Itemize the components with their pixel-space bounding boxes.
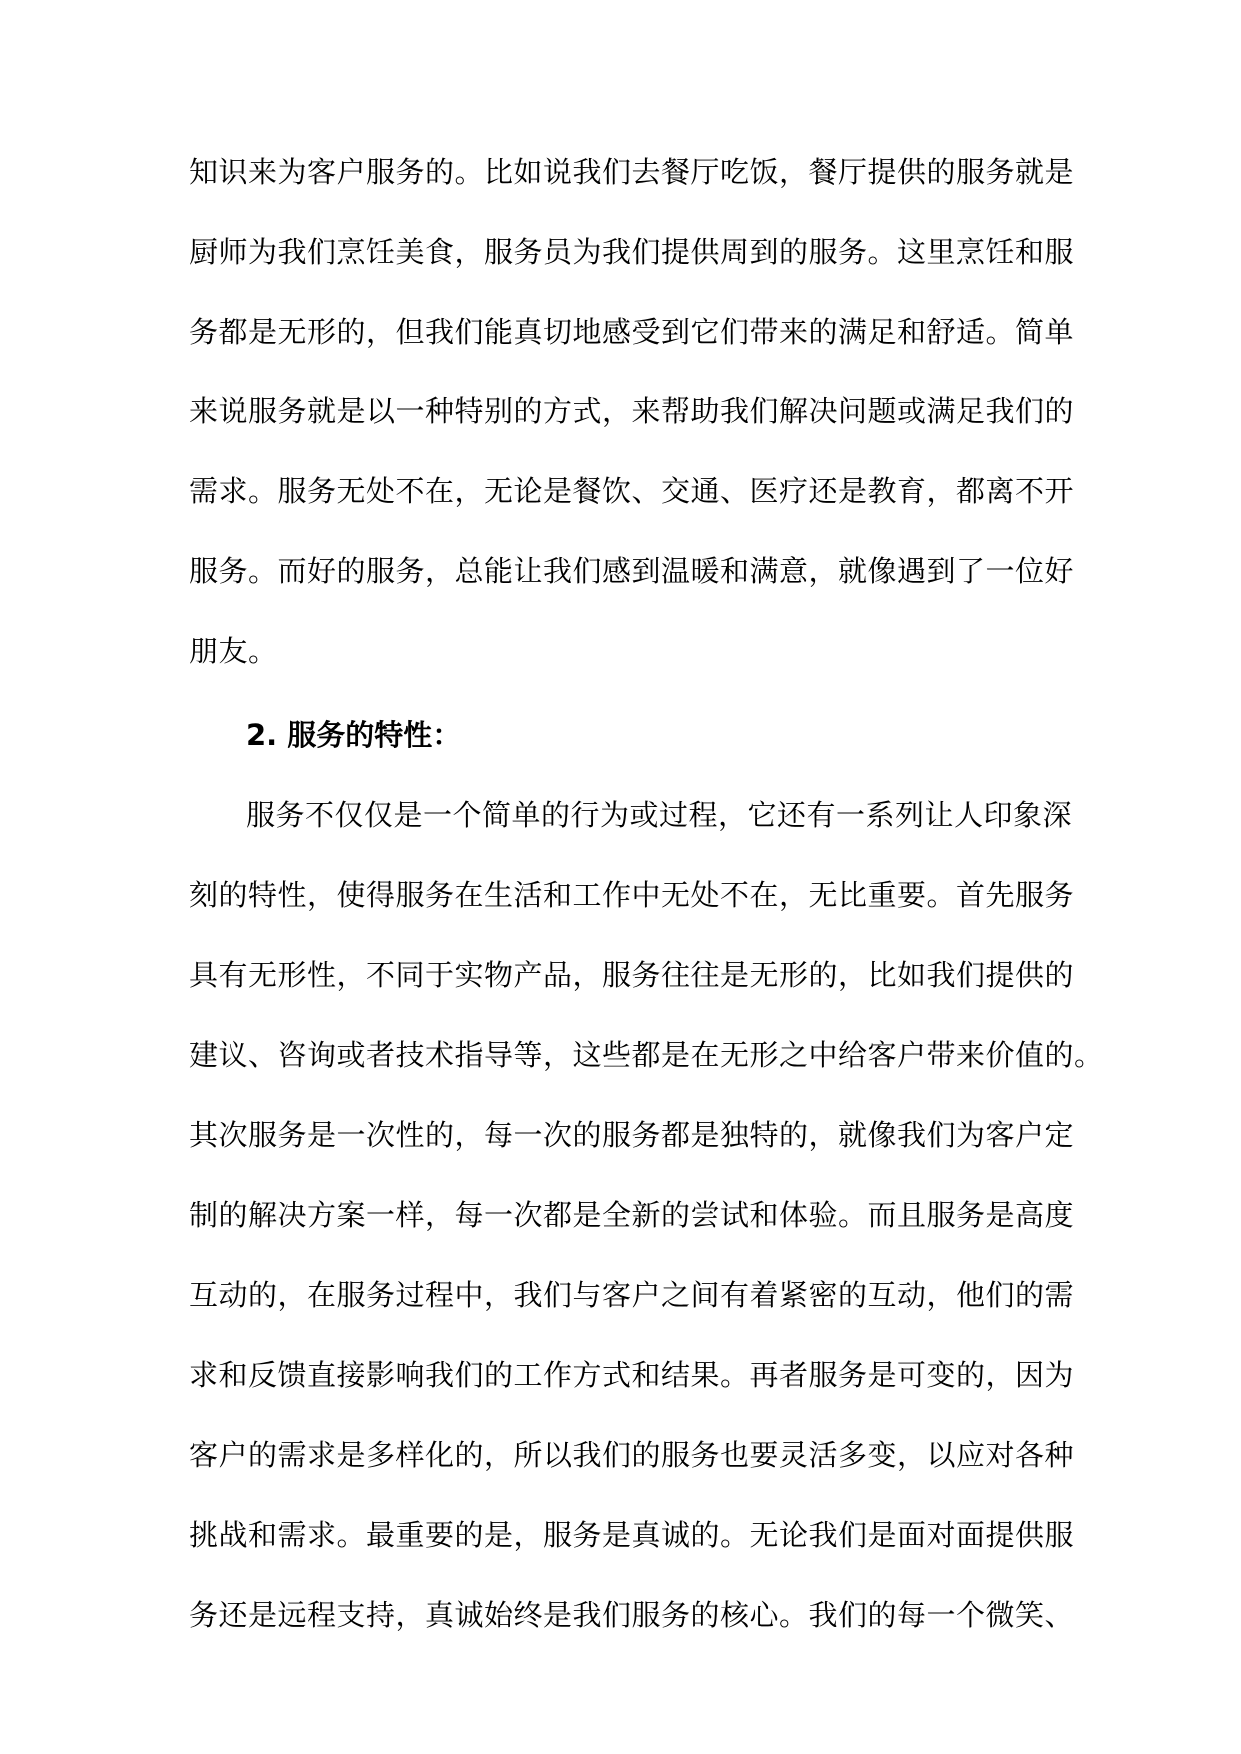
paragraph-line: 刻的特性，使得服务在生活和工作中无处不在，无比重要。首先服务 [189, 878, 1075, 912]
paragraph-line: 服务不仅仅是一个简单的行为或过程，它还有一系列让人印象深 [246, 798, 1073, 832]
paragraph-line: 务都是无形的，但我们能真切地感受到它们带来的满足和舒适。简单 [189, 315, 1075, 349]
paragraph-line: 需求。服务无处不在，无论是餐饮、交通、医疗还是教育，都离不开 [189, 474, 1075, 508]
paragraph-line: 求和反馈直接影响我们的工作方式和结果。再者服务是可变的，因为 [189, 1358, 1075, 1392]
paragraph-line: 厨师为我们烹饪美食，服务员为我们提供周到的服务。这里烹饪和服 [189, 235, 1075, 269]
paragraph-line: 朋友。 [189, 634, 278, 668]
paragraph-line: 客户的需求是多样化的，所以我们的服务也要灵活多变，以应对各种 [189, 1438, 1075, 1472]
paragraph-line: 具有无形性，不同于实物产品，服务往往是无形的，比如我们提供的 [189, 958, 1075, 992]
paragraph-line: 制的解决方案一样，每一次都是全新的尝试和体验。而且服务是高度 [189, 1198, 1075, 1232]
paragraph-line: 知识来为客户服务的。比如说我们去餐厅吃饭，餐厅提供的服务就是 [189, 155, 1075, 189]
paragraph-line: 互动的，在服务过程中，我们与客户之间有着紧密的互动，他们的需 [189, 1278, 1075, 1312]
paragraph-line: 其次服务是一次性的，每一次的服务都是独特的，就像我们为客户定 [189, 1118, 1075, 1152]
paragraph-line: 服务。而好的服务，总能让我们感到温暖和满意，就像遇到了一位好 [189, 554, 1075, 588]
paragraph-line: 挑战和需求。最重要的是，服务是真诚的。无论我们是面对面提供服 [189, 1518, 1075, 1552]
paragraph-line: 建议、咨询或者技术指导等，这些都是在无形之中给客户带来价值的。 [189, 1038, 1104, 1072]
section-heading: 2. 服务的特性： [246, 718, 462, 752]
paragraph-line: 来说服务就是以一种特别的方式，来帮助我们解决问题或满足我们的 [189, 394, 1075, 428]
paragraph-line: 务还是远程支持，真诚始终是我们服务的核心。我们的每一个微笑、 [189, 1598, 1075, 1632]
